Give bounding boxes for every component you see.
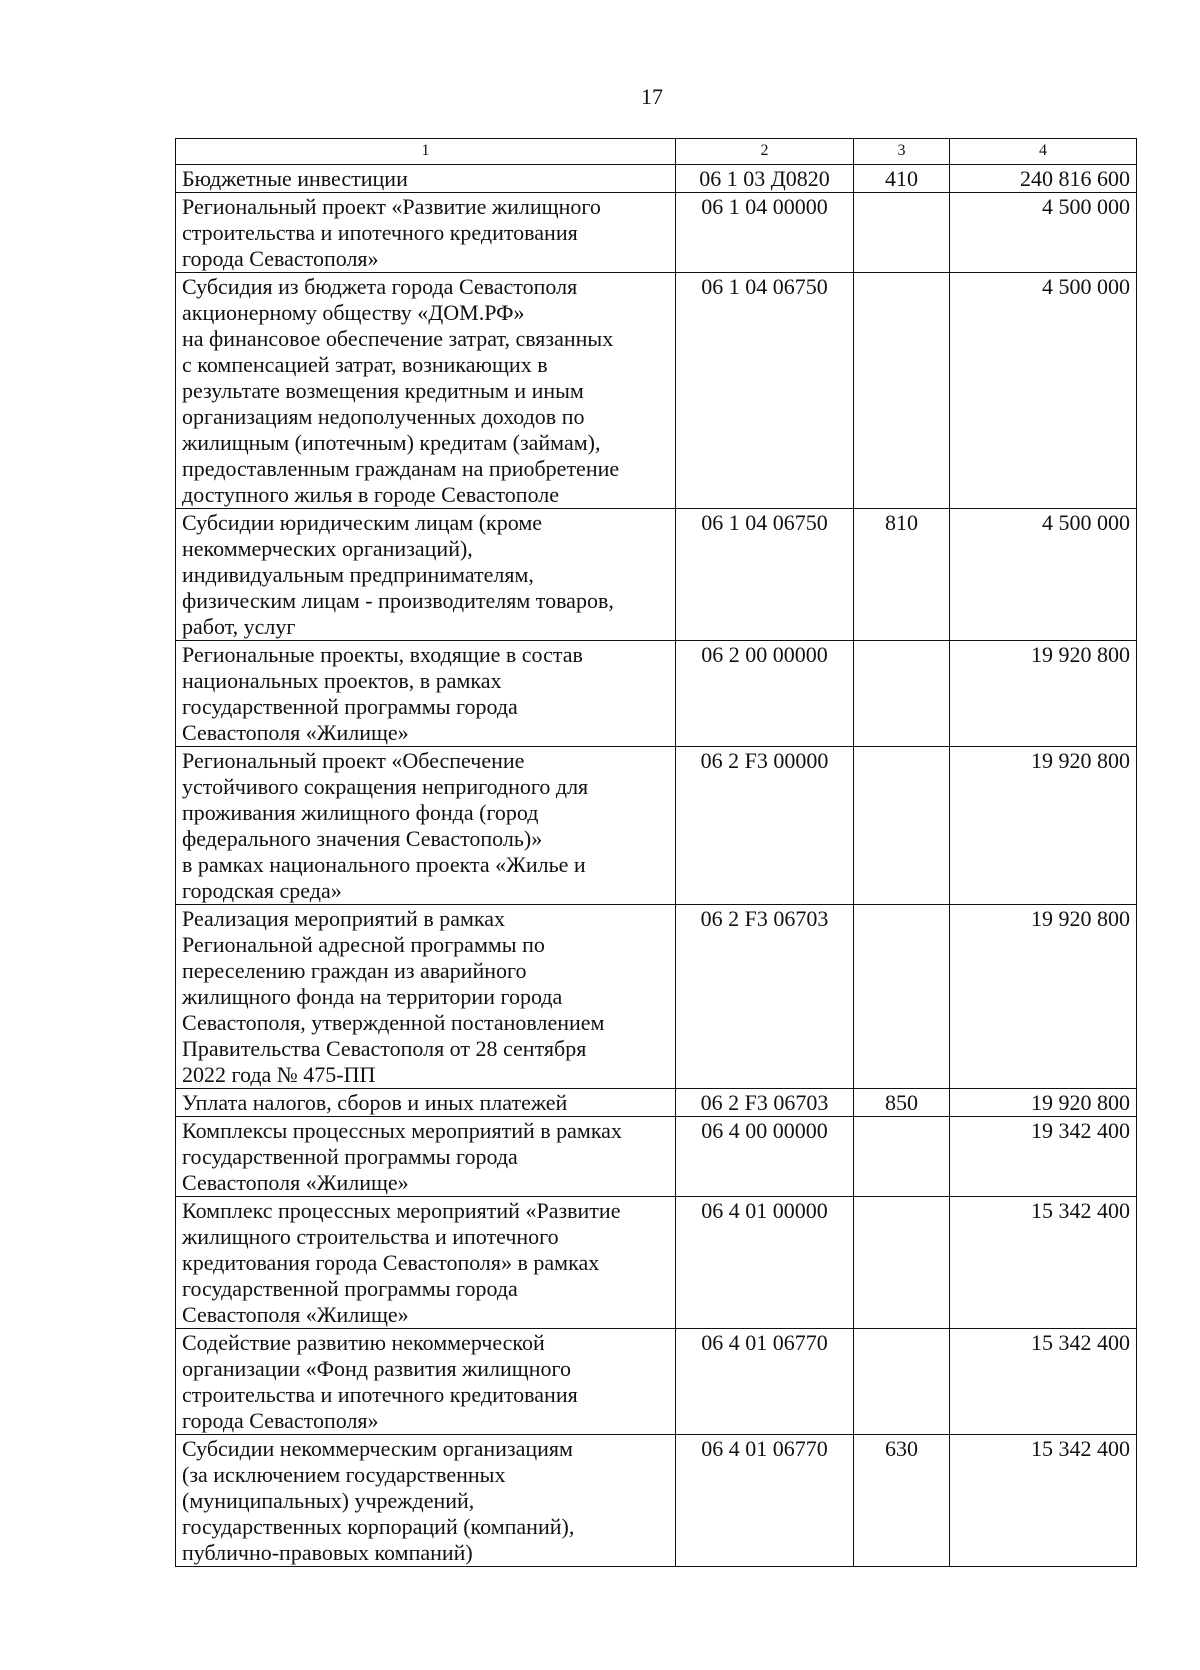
cell-expense-type: 410 bbox=[854, 165, 950, 193]
column-header-1: 1 bbox=[176, 139, 676, 165]
cell-amount: 19 920 800 bbox=[950, 641, 1137, 747]
cell-amount: 4 500 000 bbox=[950, 193, 1137, 273]
cell-expense-type bbox=[854, 905, 950, 1089]
table-row bbox=[176, 641, 1137, 747]
row-description: Содействие развитию некоммерческой организации «Фонд развития жилищного строительства и ипотечного кредитования города Севастополя» bbox=[182, 1330, 578, 1433]
cell-code: 06 2 F3 06703 bbox=[676, 905, 854, 1089]
row-description: Региональные проекты, входящие в состав национальных проектов, в рамках государственной программы города Севастополя «Жилище» bbox=[182, 642, 583, 745]
row-description: Субсидия из бюджета города Севастополя акционерному обществу «ДОМ.РФ» на финансовое обеспечение затрат, связанных с компенсацией затрат, возникающих в результате возмещения кредитным и иным организациям недополученных доходов по жилищным (ипотечным) кредитам (займам), предоставленным гражданам на приобретение доступного жилья в городе Севастополе bbox=[182, 274, 620, 507]
cell-code: 06 2 F3 06703 bbox=[676, 1089, 854, 1117]
row-description: Уплата налогов, сборов и иных платежей bbox=[182, 1090, 568, 1115]
cell-name bbox=[176, 1117, 676, 1197]
cell-expense-type bbox=[854, 273, 950, 509]
column-header-2: 2 bbox=[676, 139, 854, 165]
table-row bbox=[176, 1089, 1137, 1117]
table-row bbox=[176, 747, 1137, 905]
cell-code: 06 1 04 06750 bbox=[676, 509, 854, 641]
cell-name bbox=[176, 1089, 676, 1117]
cell-amount: 15 342 400 bbox=[950, 1435, 1137, 1567]
row-description: Региональный проект «Развитие жилищного строительства и ипотечного кредитования города Севастополя» bbox=[182, 194, 601, 271]
table-row bbox=[176, 165, 1137, 193]
cell-name bbox=[176, 1435, 676, 1567]
cell-expense-type bbox=[854, 747, 950, 905]
cell-name bbox=[176, 509, 676, 641]
cell-name bbox=[176, 193, 676, 273]
row-description: Комплекс процессных мероприятий «Развитие жилищного строительства и ипотечного кредитования города Севастополя» в рамках государственной программы города Севастополя «Жилище» bbox=[182, 1198, 621, 1327]
cell-amount: 240 816 600 bbox=[950, 165, 1137, 193]
table-row bbox=[176, 509, 1137, 641]
table-row bbox=[176, 1197, 1137, 1329]
cell-name bbox=[176, 1197, 676, 1329]
page-number: 17 bbox=[641, 84, 663, 109]
cell-expense-type: 850 bbox=[854, 1089, 950, 1117]
cell-amount: 19 920 800 bbox=[950, 905, 1137, 1089]
cell-code: 06 1 03 Д0820 bbox=[676, 165, 854, 193]
cell-name bbox=[176, 747, 676, 905]
table-row bbox=[176, 193, 1137, 273]
row-description: Субсидии юридическим лицам (кроме некоммерческих организаций), индивидуальным предпринимателям, физическим лицам - производителям товаров, работ, услуг bbox=[182, 510, 614, 639]
row-description: Комплексы процессных мероприятий в рамках государственной программы города Севастополя «Жилище» bbox=[182, 1118, 622, 1195]
cell-expense-type: 630 bbox=[854, 1435, 950, 1567]
column-header-3: 3 bbox=[854, 139, 950, 165]
cell-amount: 19 920 800 bbox=[950, 747, 1137, 905]
cell-code: 06 2 F3 00000 bbox=[676, 747, 854, 905]
row-description: Субсидии некоммерческим организациям (за исключением государственных (муниципальных) учреждений, государственных корпораций (компаний), публично-правовых компаний) bbox=[182, 1436, 575, 1565]
table-row bbox=[176, 273, 1137, 509]
row-description: Реализация мероприятий в рамках Региональной адресной программы по переселению граждан из аварийного жилищного фонда на территории города Севастополя, утвержденной постановлением Правительства Севастополя от 28 сентября 2022 года № 475-ПП bbox=[182, 906, 605, 1087]
cell-name bbox=[176, 641, 676, 747]
cell-code: 06 1 04 00000 bbox=[676, 193, 854, 273]
budget-table bbox=[175, 138, 1137, 1567]
cell-name bbox=[176, 165, 676, 193]
cell-expense-type bbox=[854, 641, 950, 747]
cell-expense-type bbox=[854, 1329, 950, 1435]
table-header-row bbox=[176, 139, 1137, 165]
cell-amount: 15 342 400 bbox=[950, 1329, 1137, 1435]
table-row bbox=[176, 1435, 1137, 1567]
cell-code: 06 4 00 00000 bbox=[676, 1117, 854, 1197]
cell-name bbox=[176, 1329, 676, 1435]
cell-code: 06 4 01 00000 bbox=[676, 1197, 854, 1329]
cell-code: 06 4 01 06770 bbox=[676, 1329, 854, 1435]
column-header-4: 4 bbox=[950, 139, 1137, 165]
cell-name bbox=[176, 905, 676, 1089]
cell-amount: 19 342 400 bbox=[950, 1117, 1137, 1197]
cell-code: 06 2 00 00000 bbox=[676, 641, 854, 747]
cell-expense-type: 810 bbox=[854, 509, 950, 641]
table-body bbox=[176, 165, 1137, 1567]
cell-code: 06 1 04 06750 bbox=[676, 273, 854, 509]
row-description: Бюджетные инвестиции bbox=[182, 166, 408, 191]
cell-name bbox=[176, 273, 676, 509]
table-row bbox=[176, 905, 1137, 1089]
cell-expense-type bbox=[854, 193, 950, 273]
row-description: Региональный проект «Обеспечение устойчивого сокращения непригодного для проживания жилищного фонда (город федерального значения Севастополь)» в рамках национального проекта «Жилье и городская среда» bbox=[182, 748, 589, 903]
cell-amount: 4 500 000 bbox=[950, 273, 1137, 509]
cell-amount: 19 920 800 bbox=[950, 1089, 1137, 1117]
cell-expense-type bbox=[854, 1197, 950, 1329]
cell-amount: 4 500 000 bbox=[950, 509, 1137, 641]
table-row bbox=[176, 1117, 1137, 1197]
cell-code: 06 4 01 06770 bbox=[676, 1435, 854, 1567]
cell-amount: 15 342 400 bbox=[950, 1197, 1137, 1329]
cell-expense-type bbox=[854, 1117, 950, 1197]
table-row bbox=[176, 1329, 1137, 1435]
